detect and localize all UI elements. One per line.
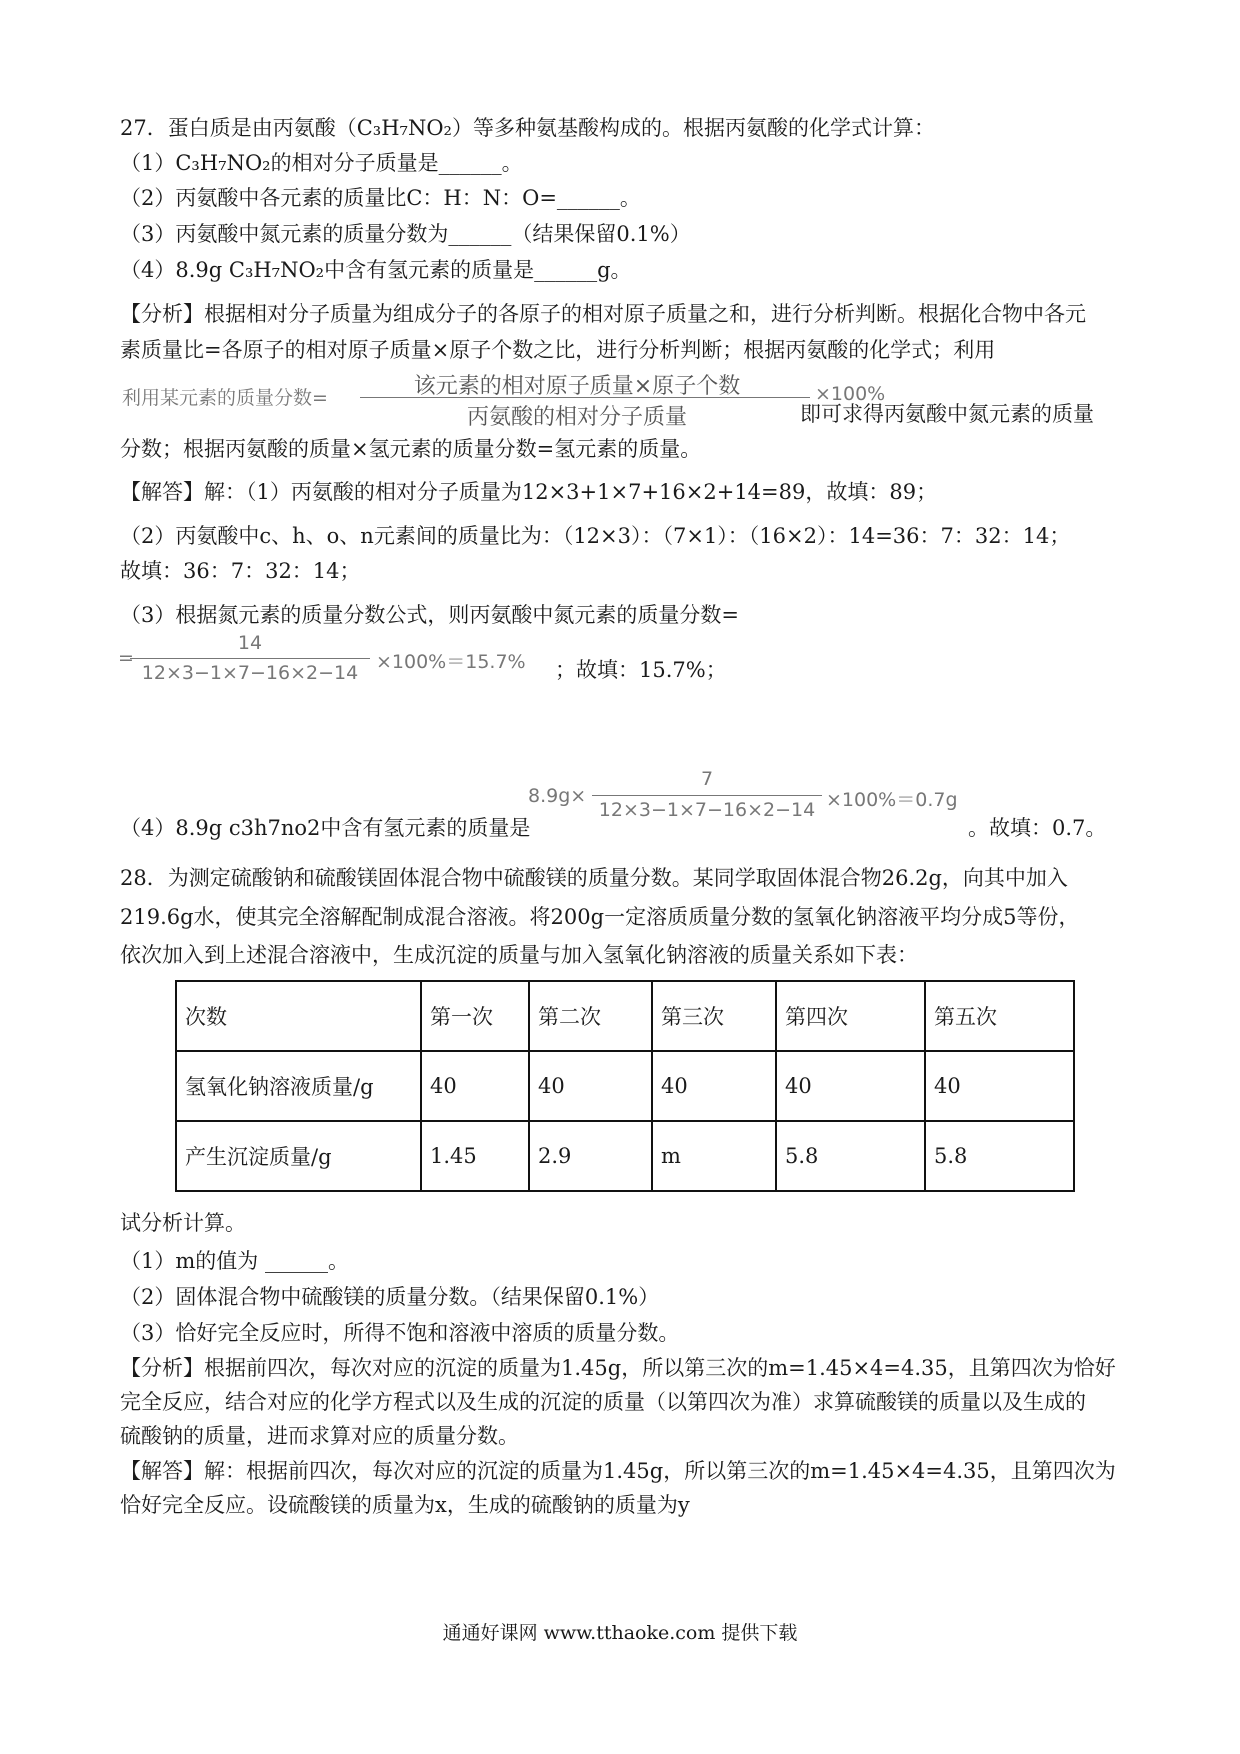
ans3-numerator: 14 (237, 632, 263, 654)
table-header-cell: 次数 (176, 981, 421, 1051)
precipitate-table (175, 980, 1075, 1192)
table-cell: 1.45 (421, 1121, 529, 1191)
formula-lhs: 利用某元素的质量分数= (122, 387, 328, 409)
formula-numerator: 该元素的相对原子质量×原子个数 (413, 374, 741, 399)
table-cell: 氢氧化钠溶液质量/g (176, 1051, 421, 1121)
q27-part3: （3）丙氨酸中氮元素的质量分数为______（结果保留0.1%） (120, 222, 691, 246)
q28-part3: （3）恰好完全反应时，所得不饱和溶液中溶质的质量分数。 (120, 1321, 680, 1345)
mass-fraction-formula (122, 372, 886, 442)
q27-part1: （1）C₃H₇NO₂的相对分子质量是______。 (120, 151, 523, 175)
ans4-numerator: 7 (700, 768, 714, 790)
table-header-cell: 第一次 (421, 981, 529, 1051)
q28-stem-line1: 28．为测定硫酸钠和硫酸镁固体混合物中硫酸镁的质量分数。某同学取固体混合物26.2g，向其中加入 (120, 866, 1068, 890)
table-cell: 2.9 (529, 1121, 652, 1191)
q28-part2: （2）固体混合物中硫酸镁的质量分数。（结果保留0.1%） (120, 1285, 660, 1309)
table-cell: 5.8 (925, 1121, 1074, 1191)
q27-analysis-line3: 即可求得丙氨酸中氮元素的质量 (800, 402, 1094, 426)
table-header-cell: 第二次 (529, 981, 652, 1051)
q28-stem-line3: 依次加入到上述混合溶液中，生成沉淀的质量与加入氢氧化钠溶液的质量关系如下表： (120, 943, 918, 967)
q28-analysis-line1: 【分析】根据前四次，每次对应的沉淀的质量为1.45g，所以第三次的m=1.45×4=4.35，且第四次为恰好 (120, 1356, 1116, 1380)
nitrogen-fraction-formula (118, 630, 538, 700)
ans3-bar (130, 658, 370, 659)
table-cell: 40 (652, 1051, 776, 1121)
q28-analysis-line2: 完全反应，结合对应的化学方程式以及生成的沉淀的质量（以第四次为准）求算硫酸镁的质量以及生成的 (120, 1390, 1086, 1414)
ans4-bar (592, 795, 822, 796)
q27-answer-2a: （2）丙氨酸中c、h、o、n元素间的质量比为：（12×3）：（7×1）：（16×2）：14=36：7：32：14； (120, 524, 1071, 548)
page-footer: 通通好课网 www.tthaoke.com 提供下载 (442, 1622, 798, 1644)
ans4-lead: 8.9g× (528, 785, 587, 807)
table-cell: 5.8 (776, 1121, 925, 1191)
table-cell: 40 (925, 1051, 1074, 1121)
table-cell: 40 (776, 1051, 925, 1121)
table-cell: m (652, 1121, 776, 1191)
q27-analysis-line1: 【分析】根据相对分子质量为组成分子的各原子的相对原子质量之和，进行分析判断。根据化合物中各元 (120, 302, 1086, 326)
q27-answer-4-suffix: 。故填：0.7。 (968, 816, 1107, 840)
q27-answer-2b: 故填：36：7：32：14； (120, 559, 361, 583)
q28-try: 试分析计算。 (120, 1211, 246, 1235)
formula-tail: ×100% (815, 383, 886, 405)
table-header-row (176, 981, 1074, 1051)
ans3-denominator: 12×3−1×7−16×2−14 (141, 662, 359, 684)
table-header-cell: 第三次 (652, 981, 776, 1051)
q27-analysis-line4: 分数；根据丙氨酸的质量×氢元素的质量分数=氢元素的质量。 (120, 437, 702, 461)
ans4-denominator: 12×3−1×7−16×2−14 (598, 799, 816, 821)
q27-stem: 27．蛋白质是由丙氨酸（C₃H₇NO₂）等多种氨基酸构成的。根据丙氨酸的化学式计算： (120, 116, 935, 140)
ans4-tail: ×100%＝0.7g (826, 789, 958, 811)
q27-answer-1: 【解答】解：（1）丙氨酸的相对分子质量为12×3+1×7+16×2+14=89，故填：89； (120, 480, 938, 504)
q28-stem-line2: 219.6g水，使其完全溶解配制成混合溶液。将200g一定溶质质量分数的氢氧化钠溶液平均分成5等份， (120, 905, 1080, 929)
table-header-cell: 第五次 (925, 981, 1074, 1051)
q27-analysis-line2: 素质量比=各原子的相对原子质量×原子个数之比，进行分析判断；根据丙氨酸的化学式；利用 (120, 338, 996, 362)
table-cell: 40 (421, 1051, 529, 1121)
table-row (176, 1051, 1074, 1121)
q27-answer-4-prefix: （4）8.9g c3h7no2中含有氢元素的质量是 (120, 816, 531, 840)
table-header-cell: 第四次 (776, 981, 925, 1051)
q27-answer-3b: ；故填：15.7%； (555, 658, 727, 682)
q28-answer-line2: 恰好完全反应。设硫酸镁的质量为x，生成的硫酸钠的质量为y (120, 1493, 690, 1517)
q27-answer-3a: （3）根据氮元素的质量分数公式，则丙氨酸中氮元素的质量分数= (120, 603, 739, 627)
formula-bar (360, 397, 810, 398)
q28-analysis-line3: 硫酸钠的质量，进而求算对应的质量分数。 (120, 1424, 519, 1448)
ans3-tail: ×100%＝15.7% (376, 651, 526, 673)
q27-part4: （4）8.9g C₃H₇NO₂中含有氢元素的质量是______g。 (120, 258, 632, 282)
table-cell: 产生沉淀质量/g (176, 1121, 421, 1191)
q27-part2: （2）丙氨酸中各元素的质量比C：H：N：O=______。 (120, 186, 641, 210)
ans3-eq: = (118, 647, 134, 669)
table-cell: 40 (529, 1051, 652, 1121)
q28-part1: （1）m的值为 ______。 (120, 1249, 349, 1273)
formula-denominator: 丙氨酸的相对分子质量 (466, 405, 687, 430)
table-row (176, 1121, 1074, 1191)
q28-answer-line1: 【解答】解：根据前四次，每次对应的沉淀的质量为1.45g，所以第三次的m=1.45×4=4.35，且第四次为 (120, 1459, 1116, 1483)
